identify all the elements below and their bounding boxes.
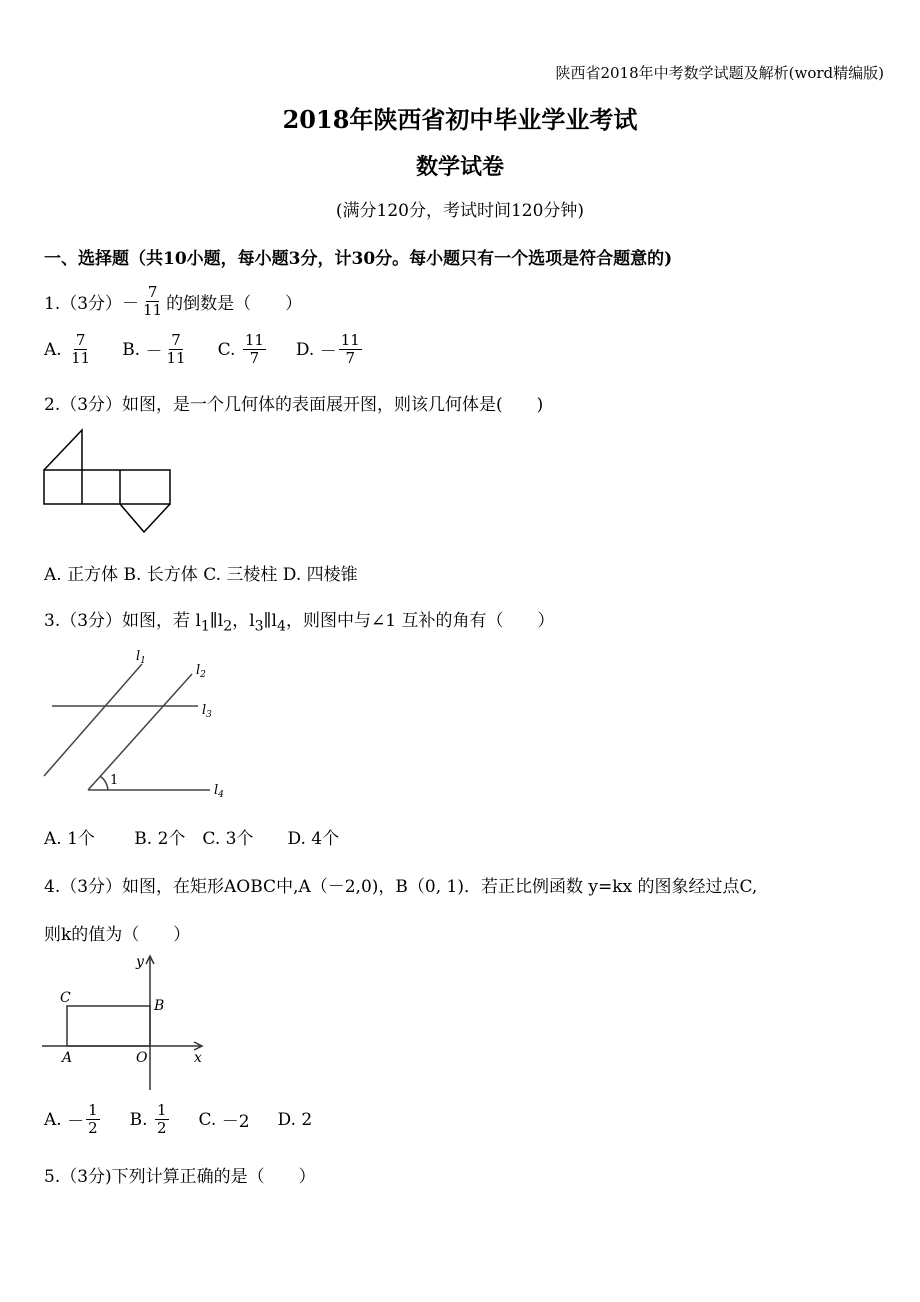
q3-sub: 2 (223, 618, 233, 635)
option-den: 11 (166, 349, 186, 367)
q3-sub: 3 (254, 618, 264, 635)
q4-option-b[interactable] (130, 1102, 171, 1137)
label-l4: $l_4$ (214, 783, 224, 800)
net-rectangle (44, 470, 170, 504)
option-label: A. (44, 1109, 62, 1130)
line-l1 (44, 664, 142, 776)
q1-frac-num: 7 (147, 283, 158, 301)
q1-frac-den: 11 (143, 301, 163, 319)
q4-coordinate-figure (40, 950, 220, 1092)
q3-sub: 1 (200, 618, 210, 635)
label-l1: $l_1$ (136, 649, 146, 666)
q3-text: ，l (232, 611, 255, 631)
q3-text: ∥l (209, 611, 224, 631)
option-num: 7 (171, 331, 181, 349)
label-a: A (62, 1050, 73, 1066)
label-y: y (136, 954, 144, 970)
option-num: 11 (244, 331, 264, 349)
q1-fraction (141, 284, 164, 319)
label-l2: $l_2$ (196, 663, 206, 680)
angle-1-arc (100, 776, 108, 790)
q1-option-d[interactable] (296, 332, 364, 367)
exam-note: (满分120分，考试时间120分钟) (335, 201, 585, 221)
label-l3: $l_3$ (202, 703, 212, 720)
q3-sub: 4 (276, 618, 286, 635)
option-label: B. (122, 339, 141, 360)
option-num: 7 (75, 331, 86, 349)
q3-parallel-lines-figure (36, 640, 246, 806)
option-label: D. (277, 1109, 296, 1130)
option-sign: － (319, 342, 337, 362)
option-num: 1 (156, 1101, 167, 1119)
option-num: 1 (88, 1101, 98, 1119)
option-num: 11 (340, 331, 360, 349)
q3-options: A. 1个 B. 2个 C. 3个 D. 4个 (44, 829, 340, 849)
question-5: 5.（3分)下列计算正确的是（ ） (44, 1167, 316, 1187)
option-den: 7 (345, 349, 356, 367)
q1-suffix: 的倒数是（ ） (166, 294, 303, 314)
option-den: 2 (156, 1119, 167, 1137)
question-1 (44, 284, 302, 319)
option-label: A. (44, 339, 62, 360)
q4-option-c[interactable] (199, 1107, 250, 1132)
option-label: C. (217, 339, 236, 360)
option-text: －2 (221, 1112, 250, 1132)
question-2: 2.（3分）如图，是一个几何体的表面展开图，则该几何体是( ) (44, 395, 544, 415)
q2-net-figure (40, 426, 180, 538)
q4-option-d[interactable] (278, 1110, 313, 1130)
option-label: C. (198, 1109, 217, 1130)
option-sign: － (67, 1112, 85, 1132)
option-den: 7 (249, 349, 260, 367)
rectangle-aobc (67, 1006, 150, 1046)
label-c: C (60, 990, 71, 1006)
q3-text: ，则图中与∠1 互补的角有（ ） (285, 611, 555, 631)
q1-option-c[interactable] (218, 332, 268, 367)
question-3 (44, 606, 554, 634)
q3-text: ∥l (263, 611, 277, 631)
option-sign: － (145, 342, 163, 362)
exam-title: 2018年陕西省初中毕业学业考试 (282, 105, 638, 134)
option-den: 2 (88, 1119, 98, 1137)
label-angle-1: 1 (110, 773, 119, 788)
q1-prefix: 1.（3分）－ (44, 294, 140, 314)
label-o: O (136, 1050, 148, 1066)
q2-options: A. 正方体 B. 长方体 C. 三棱柱 D. 四棱锥 (44, 565, 358, 585)
q1-option-b[interactable] (122, 332, 189, 367)
net-top-triangle (44, 430, 82, 470)
q1-options (44, 332, 364, 367)
label-b: B (154, 998, 165, 1014)
q1-option-a[interactable] (44, 332, 94, 367)
q4-options (44, 1102, 312, 1137)
line-l2 (88, 674, 192, 790)
exam-subtitle: 数学试卷 (415, 154, 504, 180)
label-x: x (194, 1050, 202, 1066)
section-heading: 一、选择题（共10小题，每小题3分，计30分。每小题只有一个选项是符合题意的) (44, 249, 673, 269)
option-text: 2 (301, 1109, 313, 1130)
option-label: D. (295, 339, 315, 360)
question-4-line1: 4.（3分）如图，在矩形AOBC中,A（－2,0)，B（0, 1)．若正比例函数 y=kx 的图象经过点C, (44, 877, 758, 897)
option-den: 11 (71, 349, 91, 367)
question-4-line2: 则k的值为（ ） (44, 925, 191, 945)
header-note: 陕西省2018年中考数学试题及解析(word精编版) (555, 64, 884, 82)
q3-text: 3.（3分）如图，若 l (44, 611, 201, 631)
option-label: B. (129, 1109, 148, 1130)
net-bottom-triangle (120, 504, 170, 532)
q4-option-a[interactable] (44, 1102, 102, 1137)
